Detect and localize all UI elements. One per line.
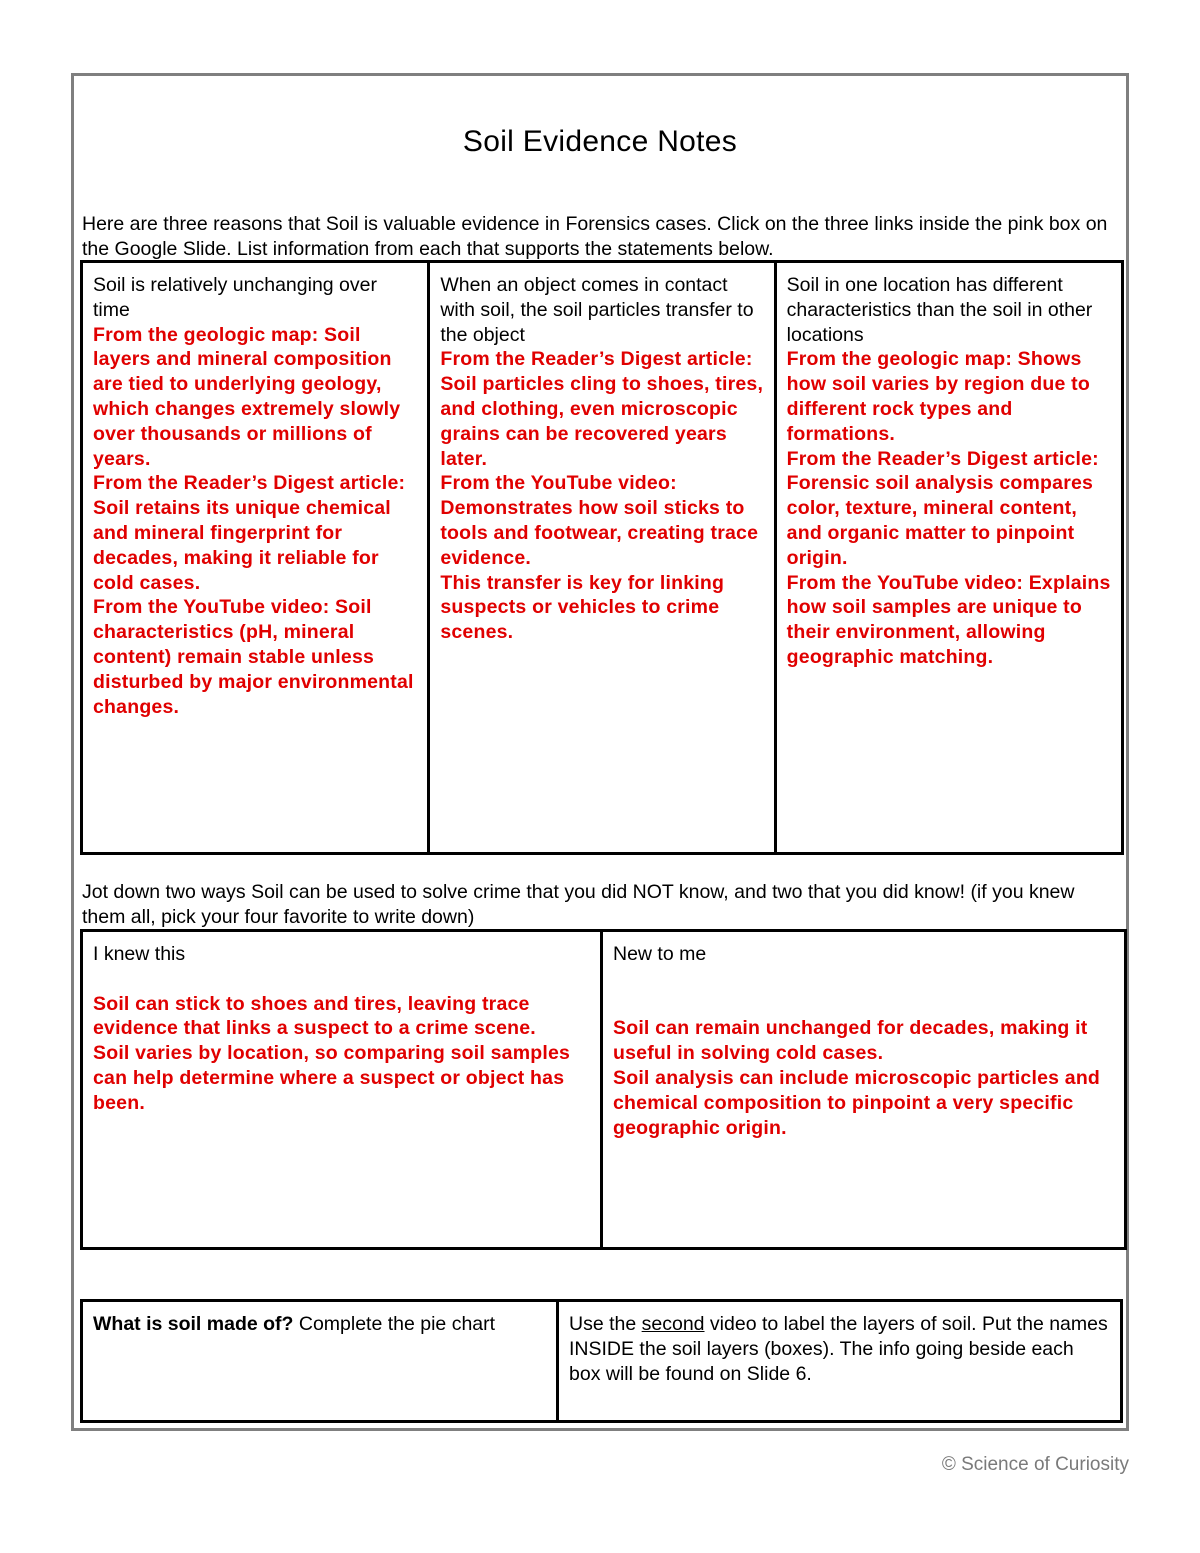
page-title: Soil Evidence Notes — [462, 125, 738, 158]
soil-layers-cell[interactable] — [558, 1301, 1122, 1422]
answer-text: From the geologic map: Soil layers and mineral composition are tied to underlying geology, which changes extremely slowly over thousands or millions of years. — [93, 323, 401, 470]
soil-question-rest: Complete the pie chart — [293, 1313, 496, 1335]
reason-cell-location[interactable] — [775, 262, 1122, 854]
reason-cell-transfer[interactable] — [429, 262, 775, 854]
soil-composition-table — [80, 1299, 1123, 1423]
new-to-me-label: New to me — [613, 943, 707, 965]
answer-text: From the Reader’s Digest article: Forensic soil analysis compares color, texture, mineral content, and organic matter to pinpoint origin. — [786, 447, 1099, 569]
reason-statement: Soil in one location has different characteristics than the soil in other locations — [786, 274, 1093, 346]
soil-layers-prompt — [569, 1312, 1110, 1386]
soil-question-bold: What is soil made of? — [93, 1313, 294, 1335]
layers-prompt-before: Use the — [569, 1313, 642, 1335]
soil-made-of-cell[interactable] — [82, 1301, 558, 1422]
instructions-knew-new: Jot down two ways Soil can be used to solve crime that you did NOT know, and two that you did know! (if you knew them all, pick your four favorite to write down) — [82, 881, 1075, 928]
copyright-footer: © Science of Curiosity — [941, 1454, 1129, 1475]
reason-statement: When an object comes in contact with soil, the soil particles transfer to the object — [440, 274, 754, 346]
answer-text: From the Reader’s Digest article: Soil retains its unique chemical and mineral fingerprint for decades, making it reliable for cold cases. — [93, 472, 406, 594]
answer-text: From the YouTube video: Explains how soil samples are unique to their environment, allowing geographic matching. — [786, 571, 1111, 668]
answer-text: From the geologic map: Shows how soil varies by region due to different rock types and formations. — [786, 348, 1090, 445]
knew-this-label: I knew this — [93, 943, 186, 965]
answer-text: Soil analysis can include microscopic particles and chemical composition to pinpoint a very specific geographic origin. — [613, 1066, 1101, 1139]
layers-prompt-underlined: second — [641, 1313, 705, 1335]
answer-text: Soil varies by location, so comparing soil samples can help determine where a suspect or object has been. — [93, 1042, 571, 1114]
new-to-me-cell[interactable] — [602, 931, 1126, 1249]
knew-this-cell[interactable] — [82, 931, 602, 1249]
reason-cell-unchanging[interactable] — [82, 262, 429, 854]
answer-text: From the YouTube video: Soil characteristics (pH, mineral content) remain stable unless disturbed by major environmental changes. — [93, 596, 414, 718]
answer-text: From the YouTube video: Demonstrates how soil sticks to tools and footwear, creating trace evidence. — [440, 472, 759, 569]
answer-text: This transfer is key for linking suspects or vehicles to crime scenes. — [440, 571, 725, 644]
reasons-table — [80, 260, 1124, 855]
answer-text: From the Reader’s Digest article: Soil particles cling to shoes, tires, and clothing, even microscopic grains can be recovered years later. — [440, 348, 764, 470]
answer-text: Soil can remain unchanged for decades, making it useful in solving cold cases. — [613, 1017, 1088, 1065]
instructions-reasons: Here are three reasons that Soil is valuable evidence in Forensics cases. Click on the three links inside the pink box on the Google Slide. List information from each that supports the statements below. — [82, 213, 1108, 260]
reason-statement: Soil is relatively unchanging over time — [93, 274, 377, 321]
layers-prompt-after: video to label the layers of soil. Put the names INSIDE the soil layers (boxes). The info going beside each box will be found on Slide 6. — [569, 1313, 1108, 1385]
answer-text: Soil can stick to shoes and tires, leaving trace evidence that links a suspect to a crime scene. — [93, 992, 536, 1040]
knew-new-table — [80, 929, 1127, 1250]
soil-made-of-question — [93, 1312, 546, 1337]
